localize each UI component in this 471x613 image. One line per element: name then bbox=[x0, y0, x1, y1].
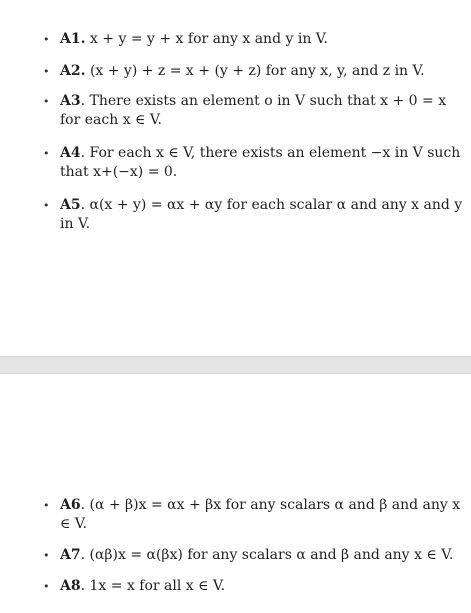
bullet-icon: • bbox=[43, 199, 50, 212]
bullet-icon: • bbox=[43, 147, 50, 160]
axiom-text: . 1x = x for all x ∈ V. bbox=[80, 578, 226, 594]
axiom-label: A3 bbox=[60, 93, 81, 109]
axiom-item bbox=[40, 62, 468, 81]
bottom-page-panel bbox=[0, 374, 471, 613]
axiom-label: A4 bbox=[60, 145, 81, 161]
axiom-text: . (α + β)x = αx + βx for any scalars α and β and any x ∈ V. bbox=[60, 497, 461, 532]
axiom-label: A5 bbox=[60, 197, 81, 213]
page-divider bbox=[0, 356, 471, 374]
axiom-text: . (αβ)x = α(βx) for any scalars α and β and any x ∈ V. bbox=[80, 547, 454, 563]
axiom-label: A1. bbox=[60, 31, 86, 47]
axiom-item bbox=[40, 496, 468, 534]
axiom-item bbox=[40, 30, 468, 49]
axiom-text: . For each x ∈ V, there exists an element −x in V such that x+(−x) = 0. bbox=[60, 145, 461, 180]
axiom-item bbox=[40, 577, 468, 596]
axiom-text: . α(x + y) = αx + αy for each scalar α and any x and y in V. bbox=[60, 197, 463, 232]
axiom-label: A7 bbox=[60, 547, 81, 563]
bullet-icon: • bbox=[43, 33, 50, 46]
axiom-label: A6 bbox=[60, 497, 81, 513]
bullet-icon: • bbox=[43, 65, 50, 78]
bullet-icon: • bbox=[43, 499, 50, 512]
bullet-icon: • bbox=[43, 549, 50, 562]
axiom-label: A8 bbox=[60, 578, 81, 594]
axiom-text: (x + y) + z = x + (y + z) for any x, y, and z in V. bbox=[89, 63, 425, 79]
bullet-icon: • bbox=[43, 580, 50, 593]
axiom-item bbox=[40, 546, 468, 565]
axiom-label: A2. bbox=[60, 63, 86, 79]
axiom-text: . There exists an element o in V such that x + 0 = x for each x ∈ V. bbox=[60, 93, 447, 128]
axiom-item bbox=[40, 196, 468, 234]
bullet-icon: • bbox=[43, 95, 50, 108]
axiom-item bbox=[40, 92, 468, 130]
axiom-text: x + y = y + x for any x and y in V. bbox=[89, 31, 328, 47]
axiom-item bbox=[40, 144, 468, 182]
